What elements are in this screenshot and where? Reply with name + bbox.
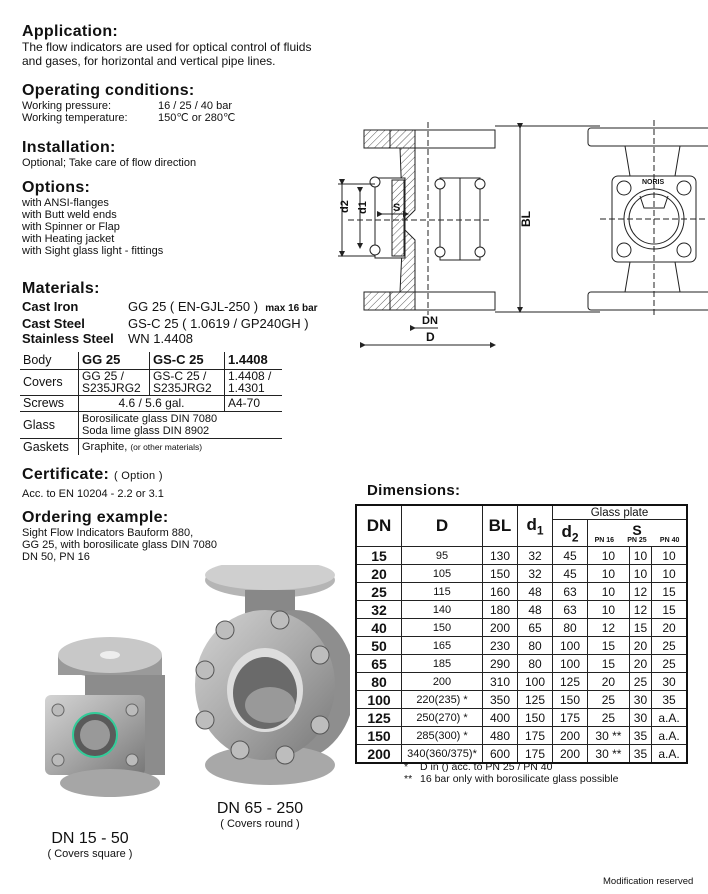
gaskets-note: (or other materials) [130, 441, 203, 452]
label-dn: DN [422, 315, 438, 327]
covers-gg25 [79, 369, 150, 395]
cell-s40: 10 [652, 547, 687, 565]
material-name: Stainless Steel [22, 331, 114, 346]
cell-d: 115 [402, 583, 483, 601]
dimension-row [356, 565, 687, 583]
installation-title: Installation: [22, 139, 116, 156]
certificate-section [22, 466, 164, 500]
certificate-heading: Certificate: [22, 466, 110, 483]
options-title: Options: [22, 179, 91, 196]
cell-dn: 125 [356, 709, 402, 727]
cell-d2: 80 [553, 619, 588, 637]
material-row [22, 299, 318, 316]
header-d2-base: d [561, 521, 572, 541]
material-note: max 16 bar [265, 303, 318, 314]
large-photo-subtitle: ( Covers round ) [220, 818, 300, 830]
cell-s16: 25 [588, 709, 630, 727]
header-pn25: PN 25 [627, 536, 647, 544]
pressure-row [22, 100, 235, 112]
body-gg25: GG 25 [79, 352, 150, 369]
screws-ss: A4-70 [228, 396, 261, 410]
cell-d1: 150 [518, 709, 553, 727]
photo-small-square-covers [45, 637, 165, 797]
cell-d2: 45 [553, 547, 588, 565]
header-d1-sub: 1 [536, 523, 544, 538]
materials-title: Materials: [22, 280, 100, 297]
glass-row [20, 411, 282, 438]
application-line-1: The flow indicators are used for optical control of fluids [22, 40, 312, 54]
material-row [22, 331, 318, 346]
application-line-2: and gases, for horizontal and vertical pipe lines. [22, 53, 276, 68]
ordering-line: DN 50, PN 16 [22, 551, 90, 563]
dimension-row [356, 583, 687, 601]
footnote [404, 761, 618, 773]
small-photo-caption [30, 830, 150, 860]
dimension-row [356, 691, 687, 709]
footnote-mark: * [404, 761, 409, 773]
body-label: Body [20, 352, 79, 369]
brand-noris: NORIS [642, 179, 665, 186]
covers-line: S235JRG2 [153, 381, 212, 395]
material-row [22, 316, 318, 331]
glass-label: Glass [20, 411, 79, 438]
cell-bl: 160 [483, 583, 518, 601]
large-photo-caption [200, 800, 320, 830]
cell-d1: 48 [518, 601, 553, 619]
cell-d1: 175 [518, 745, 553, 764]
cell-d: 220(235) * [402, 691, 483, 709]
temperature-row [22, 112, 235, 124]
cell-dn: 15 [356, 547, 402, 565]
cell-bl: 130 [483, 547, 518, 565]
body-gsc25: GS-C 25 [150, 352, 225, 369]
cell-d: 150 [402, 619, 483, 637]
cell-dn: 65 [356, 655, 402, 673]
header-d1-base: d [526, 514, 537, 534]
material-value [128, 299, 318, 316]
cell-dn: 200 [356, 745, 402, 764]
certificate-option: ( Option ) [113, 470, 163, 482]
temperature-value: 150℃ or 280℃ [158, 112, 236, 124]
covers-row [20, 369, 282, 395]
cell-bl: 600 [483, 745, 518, 764]
cell-d2: 175 [553, 709, 588, 727]
option-item: with Butt weld ends [22, 209, 117, 221]
body-14408: 1.4408 [228, 352, 268, 368]
photo-large-round-covers [195, 565, 350, 785]
cell-s25: 35 [629, 727, 651, 745]
material-name: Cast Steel [22, 316, 85, 331]
temperature-label: Working temperature: [22, 112, 128, 124]
cell-d2: 100 [553, 637, 588, 655]
gaskets-value [79, 438, 283, 455]
covers-line: GS-C 25 / [153, 369, 207, 383]
materials-table [20, 352, 282, 455]
cell-s16: 30 ** [588, 727, 630, 745]
cell-bl: 290 [483, 655, 518, 673]
small-photo-title: DN 15 - 50 [51, 830, 129, 847]
cell-d2: 100 [553, 655, 588, 673]
cell-dn: 150 [356, 727, 402, 745]
material-spec: GG 25 ( EN-GJL-250 ) [128, 299, 259, 314]
cell-s16: 30 ** [588, 745, 630, 764]
cell-s16: 10 [588, 601, 630, 619]
cell-d1: 80 [518, 655, 553, 673]
installation-section [22, 139, 196, 169]
dimensions-body [356, 547, 687, 764]
pressure-value: 16 / 25 / 40 bar [158, 100, 232, 112]
footnote-text: 16 bar only with borosilicate glass possible [420, 773, 619, 785]
cell-d2: 150 [553, 691, 588, 709]
option-item: with Spinner or Flap [22, 221, 120, 233]
cell-s25: 10 [629, 565, 651, 583]
cell-bl: 230 [483, 637, 518, 655]
screws-row [20, 395, 282, 411]
covers-14408 [225, 369, 283, 395]
cell-s40: a.A. [652, 745, 687, 764]
dimension-row [356, 673, 687, 691]
header-pn40: PN 40 [659, 536, 680, 544]
cell-d1: 65 [518, 619, 553, 637]
cell-s16: 10 [588, 583, 630, 601]
cell-s16: 12 [588, 619, 630, 637]
cell-d1: 175 [518, 727, 553, 745]
cell-s40: 35 [652, 691, 687, 709]
cell-bl: 180 [483, 601, 518, 619]
cell-s16: 25 [588, 691, 630, 709]
cell-s40: 25 [652, 637, 687, 655]
header-d2 [553, 520, 588, 547]
cell-s16: 10 [588, 565, 630, 583]
cell-dn: 40 [356, 619, 402, 637]
option-item: with Sight glass light - fittings [22, 245, 164, 257]
cell-d2: 200 [553, 745, 588, 764]
cell-d: 250(270) * [402, 709, 483, 727]
covers-line: S235JRG2 [82, 381, 141, 395]
cell-s25: 25 [629, 673, 651, 691]
pressure-label: Working pressure: [22, 100, 112, 112]
body-row [20, 352, 282, 369]
label-d: D [426, 330, 435, 344]
cell-s40: a.A. [652, 727, 687, 745]
cell-dn: 20 [356, 565, 402, 583]
front-view [588, 120, 708, 315]
option-item: with Heating jacket [22, 233, 115, 245]
header-s [588, 520, 688, 547]
cell-d2: 125 [553, 673, 588, 691]
cell-d: 140 [402, 601, 483, 619]
product-photos [30, 565, 350, 815]
cell-s16: 10 [588, 547, 630, 565]
cell-s25: 12 [629, 601, 651, 619]
dimension-row [356, 655, 687, 673]
cell-d1: 80 [518, 637, 553, 655]
ordering-section [22, 509, 217, 563]
footnote [404, 773, 618, 785]
material-value: WN 1.4408 [128, 331, 194, 346]
options-section [22, 179, 163, 257]
cell-s25: 15 [629, 619, 651, 637]
header-d1 [518, 505, 553, 547]
dimensions-footnotes [404, 761, 618, 785]
cell-d2: 63 [553, 601, 588, 619]
cell-bl: 350 [483, 691, 518, 709]
cell-s25: 20 [629, 637, 651, 655]
footnote-mark: ** [404, 773, 413, 785]
header-bl: BL [483, 505, 518, 547]
cell-dn: 32 [356, 601, 402, 619]
cell-s25: 12 [629, 583, 651, 601]
footer-modification: Modification reserved [603, 876, 694, 887]
dimension-row [356, 637, 687, 655]
cell-d1: 125 [518, 691, 553, 709]
cell-d: 340(360/375)* [402, 745, 483, 764]
header-pn-row [588, 537, 686, 544]
cell-d: 200 [402, 673, 483, 691]
cell-d: 95 [402, 547, 483, 565]
cell-s40: 25 [652, 655, 687, 673]
header-s-label: S [632, 521, 642, 538]
cell-s40: 20 [652, 619, 687, 637]
large-photo-title: DN 65 - 250 [216, 800, 304, 817]
header-dn: DN [356, 505, 402, 547]
cell-d1: 32 [518, 547, 553, 565]
option-item: with ANSI-flanges [22, 197, 109, 209]
dimension-row [356, 727, 687, 745]
glass-line: Borosilicate glass DIN 7080 [82, 412, 218, 425]
screws-label: Screws [20, 395, 79, 411]
dimension-row [356, 601, 687, 619]
label-bl: BL [519, 211, 533, 227]
glass-line: Soda lime glass DIN 8902 [82, 424, 210, 437]
cell-s25: 35 [629, 745, 651, 764]
ordering-title: Ordering example: [22, 509, 169, 526]
covers-line: 1.4408 / [228, 369, 272, 383]
operating-section [22, 82, 235, 124]
cell-dn: 100 [356, 691, 402, 709]
material-name: Cast Iron [22, 299, 79, 314]
covers-line: 1.4301 [228, 381, 265, 395]
cell-s25: 30 [629, 709, 651, 727]
cell-dn: 25 [356, 583, 402, 601]
header-pn16: PN 16 [594, 536, 615, 544]
label-s: S [393, 202, 401, 214]
cell-s40: 15 [652, 583, 687, 601]
application-section [22, 23, 311, 68]
cell-s16: 15 [588, 655, 630, 673]
header-d2-sub: 2 [571, 530, 579, 545]
covers-gsc25 [150, 369, 225, 395]
section-view [348, 122, 495, 315]
gaskets-row [20, 438, 282, 455]
cell-dn: 80 [356, 673, 402, 691]
dimensions-table [355, 504, 688, 764]
cell-d1: 100 [518, 673, 553, 691]
cell-d: 165 [402, 637, 483, 655]
cell-bl: 480 [483, 727, 518, 745]
small-photo-subtitle: ( Covers square ) [47, 848, 133, 860]
application-title: Application: [22, 23, 119, 40]
certificate-title [22, 466, 164, 485]
screws-main: 4.6 / 5.6 gal. [79, 395, 225, 411]
gaskets-label: Gaskets [20, 438, 79, 455]
cell-d: 285(300) * [402, 727, 483, 745]
material-value: GS-C 25 ( 1.0619 / GP240GH ) [128, 316, 309, 331]
cell-dn: 50 [356, 637, 402, 655]
cell-d2: 63 [553, 583, 588, 601]
dimensions-title [367, 482, 460, 500]
cell-s40: 15 [652, 601, 687, 619]
dimensions-heading: Dimensions: [367, 482, 461, 499]
cell-s25: 20 [629, 655, 651, 673]
installation-text: Optional; Take care of flow direction [22, 157, 197, 169]
glass-values [79, 411, 283, 438]
cell-bl: 200 [483, 619, 518, 637]
certificate-text: Acc. to EN 10204 - 2.2 or 3.1 [22, 488, 164, 500]
cell-s40: 30 [652, 673, 687, 691]
header-d: D [402, 505, 483, 547]
cell-d: 105 [402, 565, 483, 583]
cell-bl: 400 [483, 709, 518, 727]
cell-d1: 48 [518, 583, 553, 601]
dimension-row [356, 619, 687, 637]
cell-s16: 20 [588, 673, 630, 691]
dimension-row [356, 547, 687, 565]
cell-s40: 10 [652, 565, 687, 583]
operating-title: Operating conditions: [22, 82, 195, 99]
cell-d2: 45 [553, 565, 588, 583]
ordering-line: Sight Flow Indicators Bauform 880, [22, 527, 194, 539]
materials-section [22, 280, 318, 346]
label-d2: d2 [339, 200, 351, 213]
gaskets-text: Graphite, [82, 440, 128, 453]
covers-label: Covers [20, 369, 79, 395]
footnote-text: D in () acc. to PN 25 / PN 40 [420, 761, 553, 773]
header-glass-plate: Glass plate [553, 505, 688, 520]
ordering-line: GG 25, with borosilicate glass DIN 7080 [22, 539, 218, 551]
covers-line: GG 25 / [82, 369, 125, 383]
cell-d: 185 [402, 655, 483, 673]
cell-s16: 15 [588, 637, 630, 655]
cell-d1: 32 [518, 565, 553, 583]
label-d1: d1 [357, 201, 369, 214]
technical-drawing [330, 100, 708, 360]
cell-bl: 150 [483, 565, 518, 583]
cell-d2: 200 [553, 727, 588, 745]
cell-s25: 30 [629, 691, 651, 709]
dimension-row [356, 709, 687, 727]
cell-s25: 10 [629, 547, 651, 565]
cell-s40: a.A. [652, 709, 687, 727]
cell-bl: 310 [483, 673, 518, 691]
